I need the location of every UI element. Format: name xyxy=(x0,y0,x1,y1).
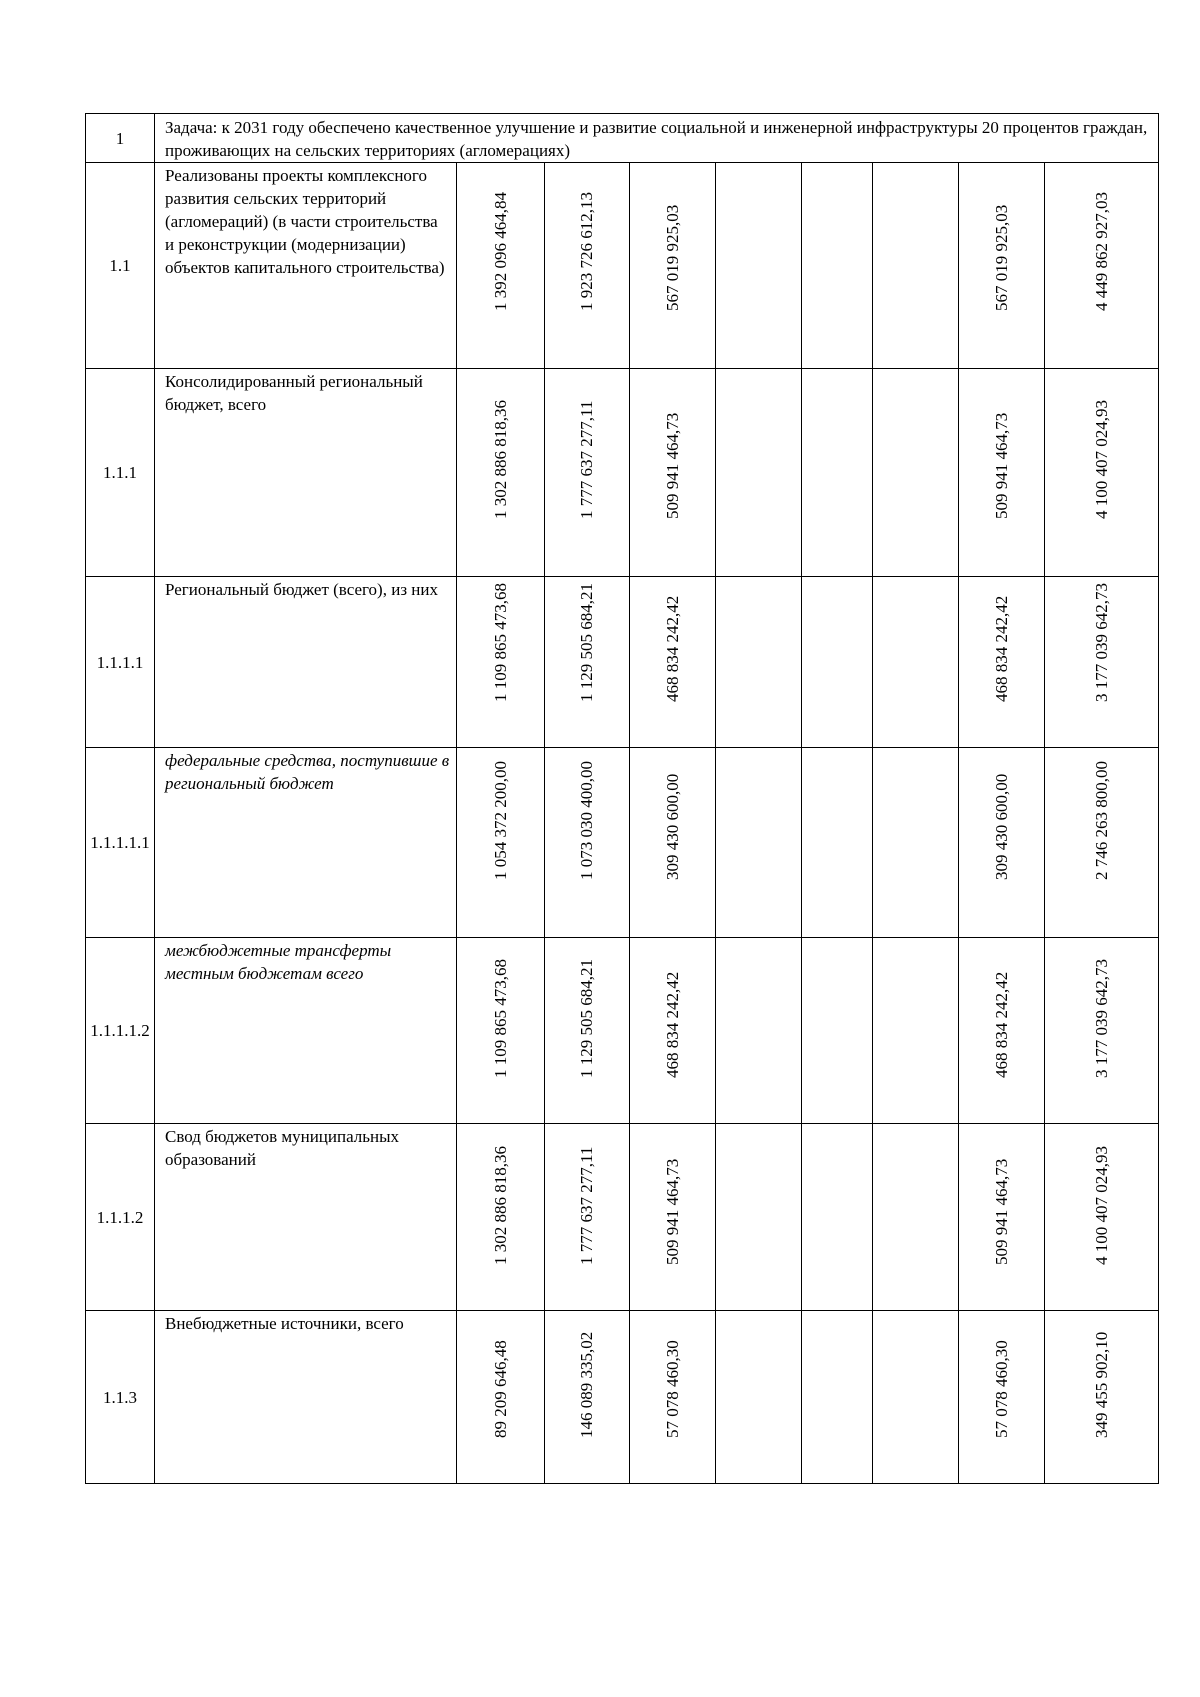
row-value: 1 054 372 200,00 xyxy=(490,761,510,880)
value-cell xyxy=(1045,1124,1159,1311)
row-value: 146 089 335,02 xyxy=(577,1331,596,1438)
row-label: межбюджетные трансферты местным бюджетам всего xyxy=(155,938,457,1124)
table-row xyxy=(86,163,1159,369)
row-value: 309 430 600,00 xyxy=(991,773,1011,880)
value-cell xyxy=(630,748,716,938)
value-cell xyxy=(457,1311,545,1484)
value-cell xyxy=(716,577,802,748)
value-cell xyxy=(630,577,716,748)
row-number: 1.1.1 xyxy=(86,369,155,577)
row-value: 509 941 464,73 xyxy=(991,1158,1011,1265)
row-label: Внебюджетные источники, всего xyxy=(155,1311,457,1484)
value-cell xyxy=(630,1311,716,1484)
task-row xyxy=(86,114,1159,163)
table-row xyxy=(86,748,1159,938)
value-cell xyxy=(630,369,716,577)
value-cell xyxy=(1045,369,1159,577)
row-value: 4 449 862 927,03 xyxy=(1091,192,1111,311)
value-cell xyxy=(545,1311,630,1484)
value-cell xyxy=(545,938,630,1124)
value-cell xyxy=(457,577,545,748)
row-value: 509 941 464,73 xyxy=(662,412,682,519)
value-cell xyxy=(959,163,1045,369)
value-cell xyxy=(873,1311,959,1484)
row-value: 57 078 460,30 xyxy=(662,1340,682,1438)
value-cell xyxy=(873,748,959,938)
row-number: 1.1.1.2 xyxy=(86,1124,155,1311)
value-cell xyxy=(716,748,802,938)
value-cell xyxy=(873,163,959,369)
row-value: 567 019 925,03 xyxy=(662,204,682,311)
row-value: 1 923 726 612,13 xyxy=(577,192,596,311)
table-row xyxy=(86,577,1159,748)
row-value: 2 746 263 800,00 xyxy=(1091,761,1111,880)
row-value: 4 100 407 024,93 xyxy=(1091,400,1111,519)
value-cell xyxy=(545,369,630,577)
row-value: 1 073 030 400,00 xyxy=(577,761,596,880)
row-value: 1 129 505 684,21 xyxy=(577,959,596,1078)
value-cell xyxy=(1045,163,1159,369)
value-cell xyxy=(545,748,630,938)
row-value: 509 941 464,73 xyxy=(662,1158,682,1265)
row-label: Свод бюджетов муниципальных образований xyxy=(155,1124,457,1311)
value-cell xyxy=(959,748,1045,938)
task-text: Задача: к 2031 году обеспечено качественное улучшение и развитие социальной и инженерной инфраструктуры 20 процентов граждан, проживающих на сельских территориях (агломерациях) xyxy=(155,114,1159,163)
value-cell xyxy=(630,938,716,1124)
table-row xyxy=(86,369,1159,577)
row-value: 1 302 886 818,36 xyxy=(490,1146,510,1265)
value-cell xyxy=(802,938,873,1124)
value-cell xyxy=(457,748,545,938)
value-cell xyxy=(873,369,959,577)
row-value: 1 109 865 473,68 xyxy=(490,959,510,1078)
row-value: 468 834 242,42 xyxy=(662,971,682,1078)
row-value: 509 941 464,73 xyxy=(991,412,1011,519)
row-value: 57 078 460,30 xyxy=(991,1340,1011,1438)
value-cell xyxy=(457,163,545,369)
value-cell xyxy=(1045,1311,1159,1484)
row-value: 349 455 902,10 xyxy=(1091,1331,1111,1438)
row-number: 1.1.1.1.1 xyxy=(86,748,155,938)
value-cell xyxy=(716,938,802,1124)
row-value: 1 302 886 818,36 xyxy=(490,400,510,519)
value-cell xyxy=(959,1311,1045,1484)
row-value: 3 177 039 642,73 xyxy=(1091,959,1111,1078)
value-cell xyxy=(1045,577,1159,748)
value-cell xyxy=(545,577,630,748)
value-cell xyxy=(959,938,1045,1124)
value-cell xyxy=(873,1124,959,1311)
value-cell xyxy=(545,1124,630,1311)
value-cell xyxy=(630,1124,716,1311)
row-value: 89 209 646,48 xyxy=(490,1340,510,1438)
row-number: 1.1.3 xyxy=(86,1311,155,1484)
row-value: 468 834 242,42 xyxy=(662,595,682,702)
row-value: 1 392 096 464,84 xyxy=(490,192,510,311)
value-cell xyxy=(802,577,873,748)
table-row xyxy=(86,1124,1159,1311)
value-cell xyxy=(716,1311,802,1484)
value-cell xyxy=(802,369,873,577)
value-cell xyxy=(716,163,802,369)
value-cell xyxy=(959,1124,1045,1311)
value-cell xyxy=(1045,938,1159,1124)
value-cell xyxy=(873,577,959,748)
value-cell xyxy=(802,163,873,369)
value-cell xyxy=(802,1311,873,1484)
row-label: Региональный бюджет (всего), из них xyxy=(155,577,457,748)
row-number: 1.1.1.1.2 xyxy=(86,938,155,1124)
value-cell xyxy=(716,1124,802,1311)
value-cell xyxy=(959,577,1045,748)
row-value: 309 430 600,00 xyxy=(662,773,682,880)
value-cell xyxy=(457,1124,545,1311)
row-value: 468 834 242,42 xyxy=(991,971,1011,1078)
row-value: 1 129 505 684,21 xyxy=(577,583,596,702)
row-value: 1 777 637 277,11 xyxy=(577,400,596,519)
row-number: 1.1.1.1 xyxy=(86,577,155,748)
value-cell xyxy=(959,369,1045,577)
value-cell xyxy=(630,163,716,369)
row-number: 1.1 xyxy=(86,163,155,369)
budget-table xyxy=(85,113,1159,1484)
row-label: Реализованы проекты комплексного развития сельских территорий (агломераций) (в части строительства и реконструкции (модернизации) объектов капитального строительства) xyxy=(155,163,457,369)
task-number: 1 xyxy=(86,114,155,163)
row-value: 468 834 242,42 xyxy=(991,595,1011,702)
row-value: 1 109 865 473,68 xyxy=(490,583,510,702)
value-cell xyxy=(716,369,802,577)
value-cell xyxy=(1045,748,1159,938)
row-value: 4 100 407 024,93 xyxy=(1091,1146,1111,1265)
row-value: 3 177 039 642,73 xyxy=(1091,583,1111,702)
table-row xyxy=(86,1311,1159,1484)
table-row xyxy=(86,938,1159,1124)
value-cell xyxy=(802,748,873,938)
row-value: 1 777 637 277,11 xyxy=(577,1146,596,1265)
value-cell xyxy=(457,938,545,1124)
value-cell xyxy=(457,369,545,577)
value-cell xyxy=(802,1124,873,1311)
value-cell xyxy=(873,938,959,1124)
row-label: Консолидированный региональный бюджет, всего xyxy=(155,369,457,577)
value-cell xyxy=(545,163,630,369)
row-label: федеральные средства, поступившие в региональный бюджет xyxy=(155,748,457,938)
row-value: 567 019 925,03 xyxy=(991,204,1011,311)
